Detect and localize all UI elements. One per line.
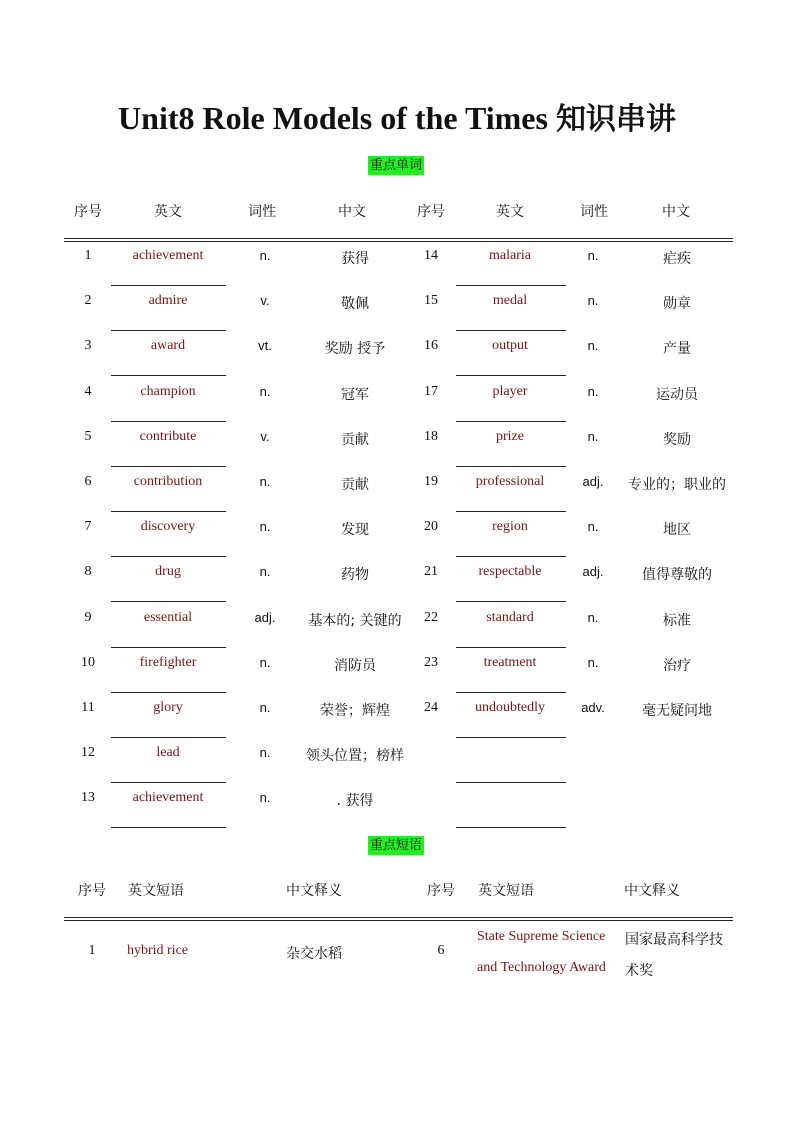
word-number: 22	[424, 609, 438, 625]
word-part-of-speech: n.	[259, 745, 271, 761]
word-chinese: 专业的；职业的	[628, 477, 726, 493]
phrase-number: 1	[88, 943, 96, 958]
word-chinese: 发现	[341, 522, 369, 539]
answer-underline	[456, 556, 566, 557]
word-english: achievement	[132, 248, 204, 263]
word-english: malaria	[489, 248, 531, 263]
word-part-of-speech: n.	[587, 654, 599, 670]
word-english: contribution	[133, 474, 203, 489]
answer-underline	[456, 737, 566, 738]
word-english: champion	[140, 383, 196, 399]
answer-underline	[111, 737, 226, 738]
answer-underline	[456, 601, 566, 602]
word-number: 5	[84, 428, 92, 444]
phrase-chinese-line: 术奖	[625, 963, 653, 979]
answer-underline	[111, 647, 226, 648]
words-header-cell: 序号	[417, 204, 445, 220]
word-part-of-speech: n.	[587, 519, 599, 535]
phrase-number: 6	[437, 943, 445, 958]
phrases-header-cell: 序号	[78, 883, 106, 899]
word-english: standard	[486, 609, 534, 625]
word-english: firefighter	[139, 654, 197, 670]
word-english: achievement	[132, 790, 204, 806]
answer-underline	[111, 556, 226, 557]
word-number: 10	[81, 654, 95, 670]
phrases-header-cell: 英文短语	[478, 883, 534, 899]
answer-underline	[456, 330, 566, 331]
answer-underline	[456, 421, 566, 422]
word-chinese: 疟疾	[663, 251, 691, 267]
word-chinese: 荣誉；辉煌	[320, 703, 390, 719]
word-english: award	[150, 338, 186, 354]
word-part-of-speech: v.	[260, 293, 270, 309]
word-chinese: 值得尊敬的	[642, 567, 712, 584]
phrase-english: hybrid rice	[127, 943, 189, 958]
word-number: 4	[84, 383, 92, 399]
answer-underline	[456, 375, 566, 376]
word-number: 3	[84, 338, 92, 354]
answer-underline	[456, 647, 566, 648]
word-part-of-speech: n.	[259, 564, 271, 580]
word-chinese: 奖励 授予	[324, 341, 386, 358]
word-chinese: 运动员	[656, 386, 698, 403]
word-english: glory	[153, 700, 183, 715]
word-number: 7	[84, 519, 92, 535]
phrase-chinese: 杂交水稻	[286, 946, 342, 962]
phrases-header-cell: 中文释义	[286, 883, 342, 899]
word-number: 19	[424, 474, 438, 489]
answer-underline	[456, 466, 566, 467]
word-english: professional	[475, 474, 545, 489]
word-english: prize	[496, 428, 524, 444]
word-number: 18	[424, 428, 438, 444]
word-chinese: . 获得	[336, 793, 374, 810]
word-part-of-speech: v.	[260, 428, 270, 444]
title-english: Unit8 Role Models of the Times	[118, 100, 548, 136]
word-number: 2	[84, 293, 92, 309]
answer-underline	[111, 330, 226, 331]
word-part-of-speech: n.	[587, 428, 599, 444]
phrase-chinese-line: 国家最高科学技	[625, 932, 723, 948]
answer-underline	[456, 782, 566, 783]
word-english: drug	[155, 564, 181, 580]
word-chinese: 贡献	[341, 477, 369, 493]
word-chinese: 敬佩	[341, 296, 369, 313]
word-part-of-speech: n.	[587, 248, 599, 263]
answer-underline	[111, 601, 226, 602]
answer-underline	[111, 285, 226, 286]
word-part-of-speech: n.	[587, 609, 599, 625]
word-number: 8	[84, 564, 92, 580]
word-chinese: 药物	[341, 567, 369, 584]
word-chinese: 消防员	[334, 657, 376, 674]
word-chinese: 奖励	[663, 431, 691, 448]
words-header-cell: 英文	[154, 204, 182, 220]
words-header-cell: 中文	[662, 204, 690, 220]
word-number: 17	[424, 383, 438, 399]
words-header-cell: 中文	[338, 204, 366, 220]
phrases-header-cell: 英文短语	[128, 883, 184, 899]
answer-underline	[111, 511, 226, 512]
word-part-of-speech: n.	[259, 474, 271, 489]
word-number: 24	[424, 700, 438, 715]
words-header-cell: 词性	[248, 204, 276, 220]
word-part-of-speech: adj.	[582, 474, 604, 489]
word-chinese: 毫无疑问地	[642, 703, 712, 719]
word-chinese: 领头位置；榜样	[306, 748, 404, 765]
answer-underline	[111, 827, 226, 828]
word-part-of-speech: n.	[259, 790, 271, 806]
word-part-of-speech: n.	[587, 383, 599, 399]
word-english: treatment	[483, 654, 537, 670]
word-part-of-speech: n.	[259, 248, 271, 263]
word-chinese: 基本的; 关键的	[308, 612, 402, 629]
word-chinese: 产量	[663, 341, 691, 358]
word-number: 9	[84, 609, 92, 625]
answer-underline	[456, 692, 566, 693]
word-part-of-speech: n.	[259, 519, 271, 535]
word-chinese: 标准	[663, 612, 691, 629]
word-chinese: 冠军	[341, 386, 369, 403]
word-number: 12	[81, 745, 95, 761]
word-english: output	[492, 338, 528, 354]
phrase-english-line: and Technology Award	[477, 960, 606, 975]
words-header-rule	[64, 238, 733, 242]
word-part-of-speech: adv.	[581, 700, 605, 715]
word-number: 1	[84, 248, 92, 263]
title-chinese: 知识串讲	[555, 102, 676, 137]
answer-underline	[111, 421, 226, 422]
word-part-of-speech: n.	[587, 338, 599, 354]
word-part-of-speech: n.	[587, 293, 599, 309]
page-title	[0, 94, 794, 138]
word-english: undoubtedly	[475, 700, 545, 715]
phrases-section-badge: 重点短语	[370, 838, 423, 853]
answer-underline	[456, 511, 566, 512]
word-part-of-speech: n.	[259, 383, 271, 399]
phrases-header-cell: 中文释义	[624, 883, 680, 899]
word-english: player	[492, 383, 528, 399]
word-part-of-speech: adj.	[254, 609, 276, 625]
word-english: respectable	[478, 564, 542, 580]
word-chinese: 治疗	[663, 657, 691, 674]
word-english: medal	[492, 293, 528, 309]
word-number: 14	[424, 248, 438, 263]
word-part-of-speech: vt.	[258, 338, 272, 354]
answer-underline	[111, 375, 226, 376]
word-number: 15	[424, 293, 438, 309]
phrases-header-cell: 序号	[427, 883, 455, 899]
word-number: 13	[81, 790, 95, 806]
words-header-cell: 英文	[496, 204, 524, 220]
word-number: 6	[84, 474, 92, 489]
answer-underline	[456, 827, 566, 828]
word-number: 21	[424, 564, 438, 580]
word-english: contribute	[139, 428, 197, 444]
word-english: admire	[148, 293, 188, 309]
word-number: 23	[424, 654, 438, 670]
word-part-of-speech: n.	[259, 654, 271, 670]
word-english: region	[492, 519, 528, 535]
word-number: 20	[424, 519, 438, 535]
word-chinese: 勋章	[663, 296, 691, 313]
word-number: 11	[81, 700, 95, 715]
answer-underline	[456, 285, 566, 286]
word-chinese: 贡献	[341, 431, 369, 448]
word-number: 16	[424, 338, 438, 354]
word-english: essential	[143, 609, 193, 625]
words-header-cell: 序号	[74, 204, 102, 220]
word-chinese: 获得	[341, 251, 369, 267]
words-header-cell: 词性	[580, 204, 608, 220]
phrases-header-rule	[64, 917, 733, 921]
phrase-english-line: State Supreme Science	[477, 929, 606, 944]
answer-underline	[111, 692, 226, 693]
word-english: discovery	[140, 519, 196, 535]
word-part-of-speech: adj.	[582, 564, 604, 580]
words-section-badge: 重点单词	[370, 158, 423, 173]
word-part-of-speech: n.	[259, 700, 271, 715]
word-chinese: 地区	[663, 522, 691, 539]
word-english: lead	[156, 745, 180, 761]
answer-underline	[111, 782, 226, 783]
answer-underline	[111, 466, 226, 467]
